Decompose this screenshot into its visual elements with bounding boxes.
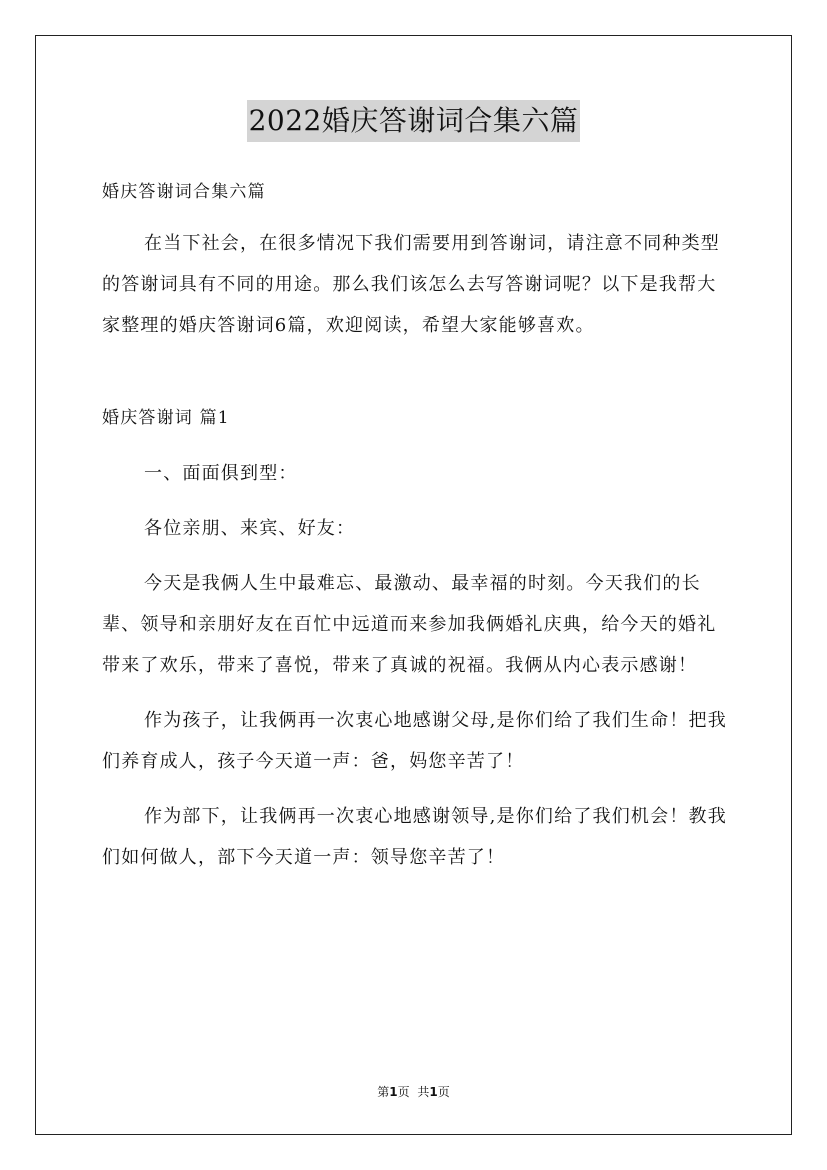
total-suffix: 页 (437, 1085, 450, 1099)
document-title: 2022婚庆答谢词合集六篇 (247, 100, 581, 142)
section-heading: 婚庆答谢词 篇1 (102, 408, 230, 428)
page-number: 1 (389, 1085, 398, 1099)
page-prefix: 第 (377, 1085, 390, 1099)
document-subtitle: 婚庆答谢词合集六篇 (102, 182, 266, 202)
paragraph-thanks: 今天是我俩人生中最难忘、最激动、最幸福的时刻。今天我们的长辈、领导和亲朋好友在百忙中远道而来参加我俩婚礼庆典，给今天的婚礼带来了欢乐，带来了喜悦，带来了真诚的祝福。我俩从内心表示感谢！ (102, 573, 717, 676)
total-number: 1 (429, 1085, 438, 1099)
paragraph-type-heading: 一、面面俱到型： (144, 463, 298, 484)
paragraph-parents: 作为孩子，让我俩再一次衷心地感谢父母,是你们给了我们生命！把我们养育成人，孩子今天道一声：爸，妈您辛苦了！ (102, 710, 727, 772)
page-suffix: 页 (397, 1085, 410, 1099)
title-container (0, 100, 827, 142)
paragraph-greeting: 各位亲朋、来宾、好友： (144, 518, 356, 539)
paragraph-leaders: 作为部下，让我俩再一次衷心地感谢领导,是你们给了我们机会！教我们如何做人，部下今天道一声：领导您辛苦了！ (102, 806, 727, 868)
total-prefix: 共 (417, 1085, 430, 1099)
intro-paragraph: 在当下社会，在很多情况下我们需要用到答谢词，请注意不同种类型的答谢词具有不同的用途。那么我们该怎么去写答谢词呢？以下是我帮大家整理的婚庆答谢词6篇，欢迎阅读，希望大家能够喜欢。 (102, 233, 720, 336)
page-footer (0, 1083, 827, 1100)
document-body (102, 172, 734, 878)
